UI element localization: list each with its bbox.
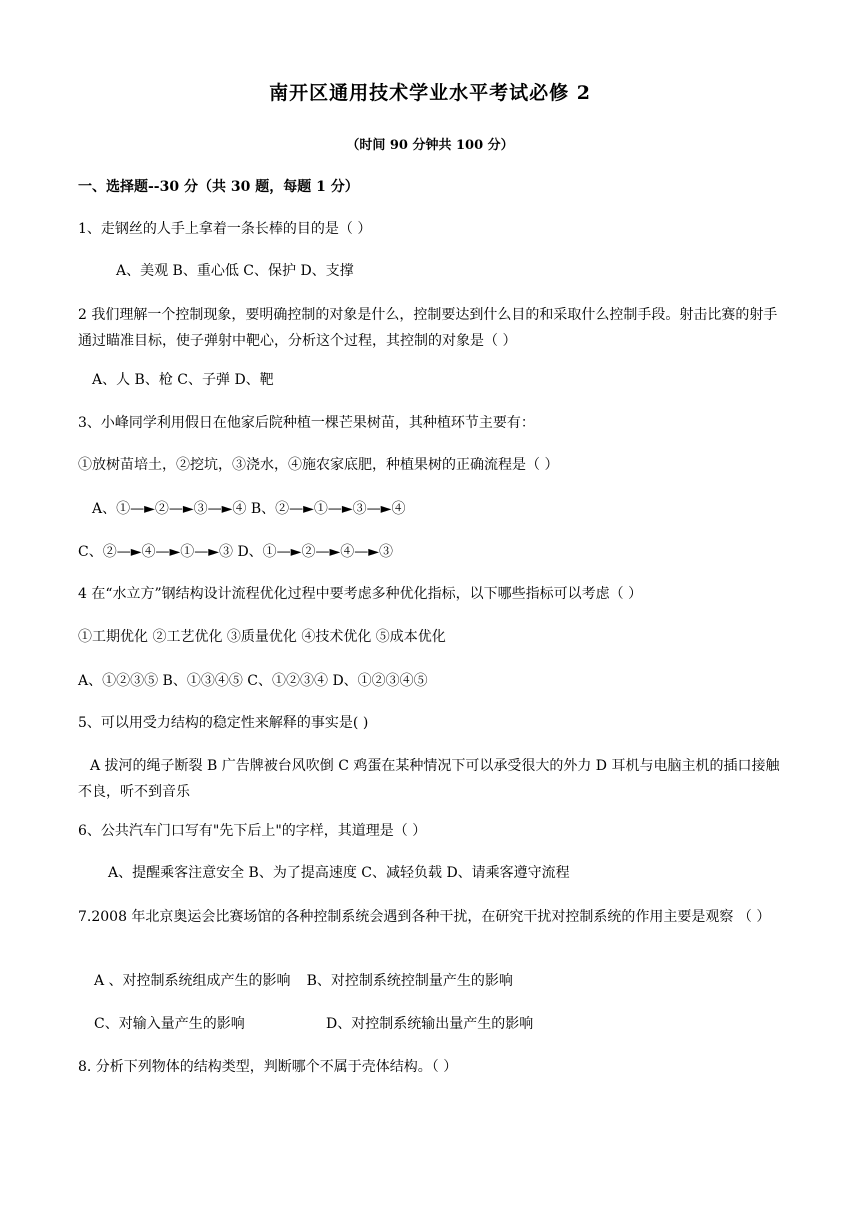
question-1-stem: 1、走钢丝的人手上拿着一条长棒的目的是（ ）	[78, 221, 372, 237]
question-1-options: A、美观 B、重心低 C、保护 D、支撑	[116, 263, 354, 279]
question-7-option-b: B、对控制系统控制量产生的影响	[306, 973, 513, 989]
question-7-options-row-2	[94, 1011, 788, 1037]
question-5-options: A 拔河的绳子断裂 B 广告牌被台风吹倒 C 鸡蛋在某种情况下可以承受很大的外力 D 耳机与电脑主机的插口接触不良，听不到音乐	[78, 758, 780, 800]
section-heading: 一、选择题--30 分（共 30 题，每题 1 分）	[78, 179, 359, 195]
question-7-option-c: C、对输入量产生的影响	[94, 1016, 245, 1032]
question-6-options: A、提醒乘客注意安全 B、为了提高速度 C、减轻负载 D、请乘客遵守流程	[108, 865, 570, 881]
question-8-stem: 8. 分析下列物体的结构类型，判断哪个不属于壳体结构。（ ）	[78, 1059, 458, 1075]
question-6-stem: 6、公共汽车门口写有"先下后上"的字样，其道理是（ ）	[78, 823, 427, 839]
question-7-option-d: D、对控制系统输出量产生的影响	[326, 1016, 534, 1032]
question-3-options-2: C、②—►④—►①—►③ D、①—►②—►④—►③	[78, 544, 393, 560]
question-4-stem: 4 在“水立方”钢结构设计流程优化过程中要考虑多种优化指标，以下哪些指标可以考虑（ ）	[78, 586, 643, 602]
question-2-options: A、人 B、枪 C、子弹 D、靶	[92, 372, 274, 388]
question-5-stem: 5、可以用受力结构的稳定性来解释的事实是( )	[78, 715, 369, 731]
question-2-stem: 2 我们理解一个控制现象，要明确控制的对象是什么，控制要达到什么目的和采取什么控制手段。射击比赛的射手通过瞄准目标，使子弹射中靶心，分析这个过程，其控制的对象是（ ）	[78, 307, 778, 349]
question-7-option-a: A 、对控制系统组成产生的影响	[94, 973, 291, 989]
document-title: 南开区通用技术学业水平考试必修 2	[269, 82, 591, 104]
question-3-options-1: A、①—►②—►③—►④ B、②—►①—►③—►④	[92, 501, 406, 517]
question-4-options: A、①②③⑤ B、①③④⑤ C、①②③④ D、①②③④⑤	[78, 673, 428, 689]
question-7-options-row-1	[94, 968, 788, 994]
document-subtitle: （时间 90 分钟共 100 分）	[346, 138, 514, 153]
question-3-stem: 3、小峰同学利用假日在他家后院种植一棵芒果树苗，其种植环节主要有：	[78, 415, 535, 431]
question-3-stem-2: ①放树苗培土，②挖坑，③浇水，④施农家底肥，种植果树的正确流程是（ ）	[78, 457, 559, 473]
question-4-items: ①工期优化 ②工艺优化 ③质量优化 ④技术优化 ⑤成本优化	[78, 629, 446, 645]
question-7-stem: 7.2008 年北京奥运会比赛场馆的各种控制系统会遇到各种干扰，在研究干扰对控制系统的作用主要是观察 （ ）	[78, 909, 771, 925]
